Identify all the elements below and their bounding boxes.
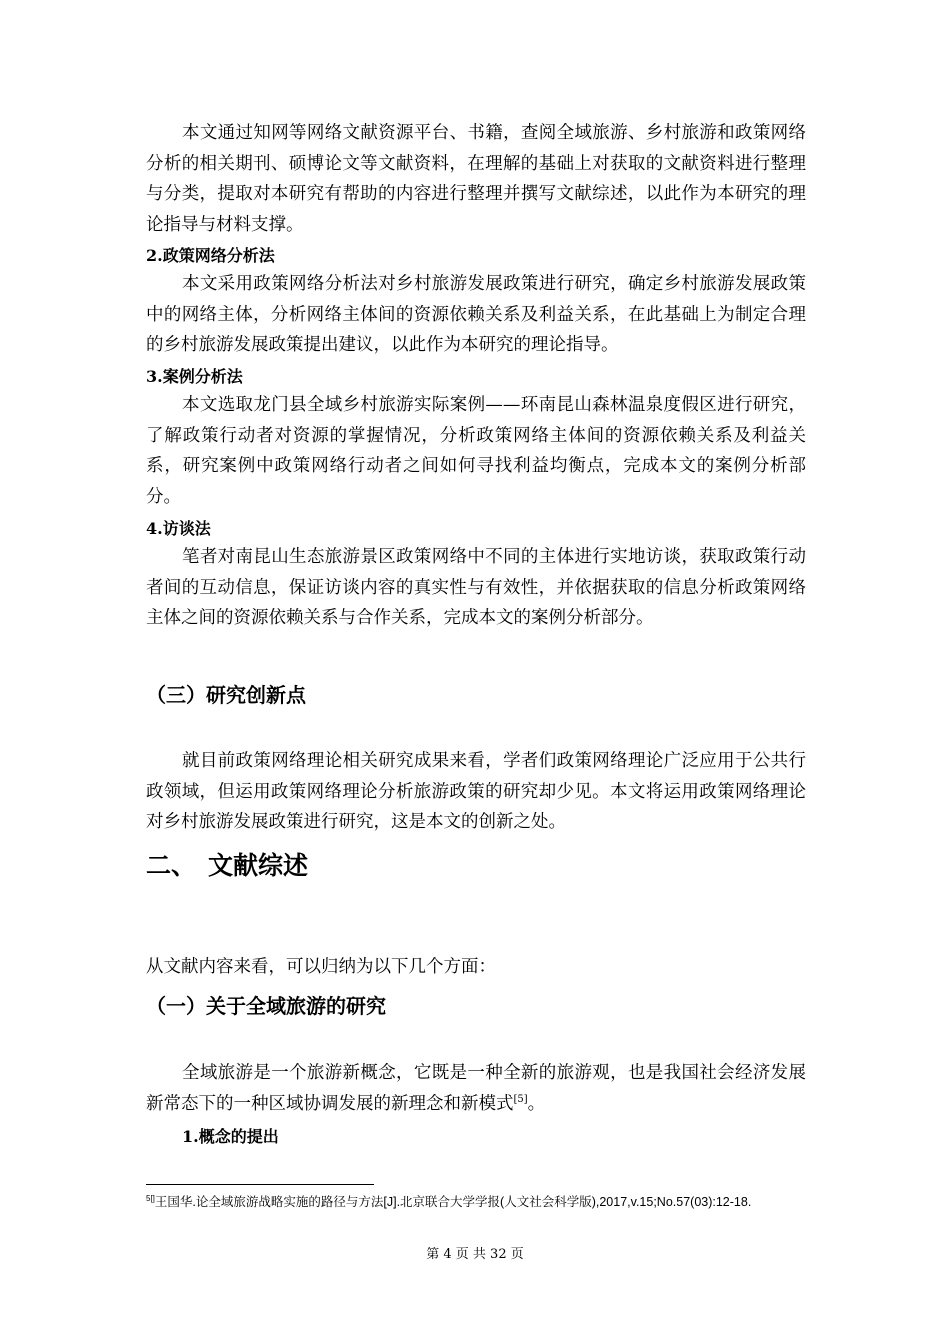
chapter-title: 文献综述 <box>208 851 309 880</box>
paragraph-research-innovation: 就目前政策网络理论相关研究成果来看，学者们政策网络理论广泛应用于公共行政领域，但运用政策网络理论分析旅游政策的研究却少见。本文将运用政策网络理论对乡村旅游发展政策进行研究，这是本文的创新之处。 <box>146 751 806 832</box>
paragraph-interview-method: 笔者对南昆山生态旅游景区政策网络中不同的主体进行实地访谈，获取政策行动者间的互动信息，保证访谈内容的真实性与有效性，并依据获取的信息分析政策网络主体之间的资源依赖关系与合作关系，完成本文的案例分析部分。 <box>146 547 806 628</box>
chapter-number: 二、 <box>146 851 197 880</box>
footnote-divider <box>146 1184 374 1185</box>
paragraph-literature-method: 本文通过知网等网络文献资源平台、书籍，查阅全域旅游、乡村旅游和政策网络分析的相关期刊、硕博论文等文献资料，在理解的基础上对获取的文献资料进行整理与分类，提取对本研究有帮助的内容进行整理并撰写文献综述，以此作为本研究的理论指导与材料支撑。 <box>146 123 806 235</box>
paragraph-global-tourism-text: 全域旅游是一个旅游新概念，它既是一种全新的旅游观，也是我国社会经济发展新常态下的一种区域协调发展的新理念和新模式 <box>146 1063 806 1114</box>
paragraph-case-method: 本文选取龙门县全域乡村旅游实际案例——环南昆山森林温泉度假区进行研究，了解政策行动者对资源的掌握情况，分析政策网络主体间的资源依赖关系及利益关系，研究案例中政策网络行动者之间如何寻找利益均衡点，完成本文的案例分析部分。 <box>146 395 806 507</box>
footnote-mark: 5[] <box>146 1193 155 1203</box>
heading-interview-method: 4.访谈法 <box>146 519 211 538</box>
heading-concept: 1.概念的提出 <box>182 1127 279 1146</box>
page-footer: 第 4 页 共 32 页 <box>426 1247 524 1262</box>
heading-case-method: 3.案例分析法 <box>146 367 243 386</box>
footnote-text: 王国华.论全域旅游战略实施的路径与方法[J].北京联合大学学报(人文社会科学版),2017,v.15;No.57(03):12-18. <box>154 1195 752 1209</box>
chapter-heading <box>146 848 308 884</box>
paragraph-policy-network-method: 本文采用政策网络分析法对乡村旅游发展政策进行研究，确定乡村旅游发展政策中的网络主体，分析网络主体间的资源依赖关系及利益关系，在此基础上为制定合理的乡村旅游发展政策提出建议，以此作为本研究的理论指导。 <box>146 274 806 355</box>
footnote-reference[interactable]: [5] <box>513 1093 528 1105</box>
footnote <box>146 1192 808 1213</box>
heading-global-tourism: （一）关于全域旅游的研究 <box>146 994 386 1018</box>
paragraph-global-tourism <box>146 1058 806 1119</box>
heading-policy-network-method: 2.政策网络分析法 <box>146 246 275 265</box>
heading-research-innovation: （三）研究创新点 <box>146 683 306 707</box>
paragraph-global-tourism-end: 。 <box>527 1093 546 1114</box>
paragraph-overview: 从文献内容来看，可以归纳为以下几个方面： <box>146 957 496 977</box>
